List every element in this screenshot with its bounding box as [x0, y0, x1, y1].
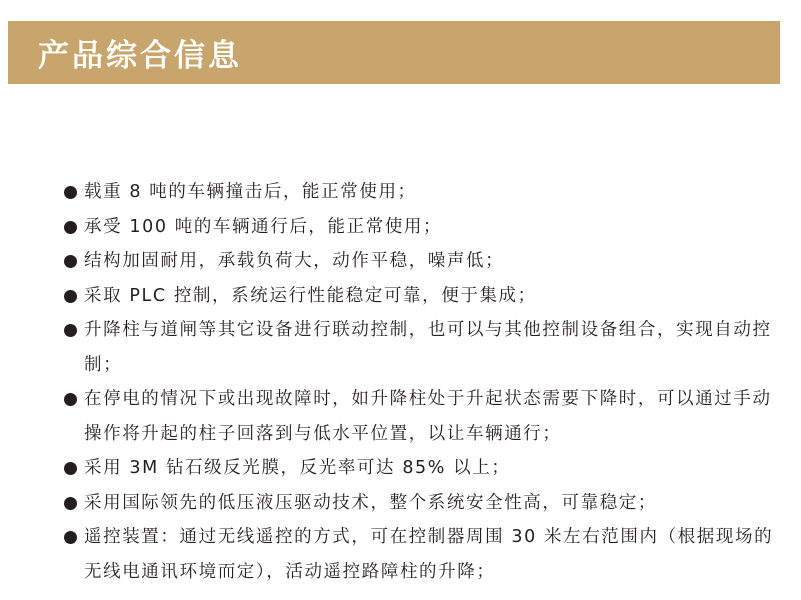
- feature-text: 在停电的情况下或出现故障时，如升降柱处于升起状态需要下降时，可以通过手动操作将升起的柱子回落到与低水平位置，以让车辆通行；: [84, 389, 772, 444]
- feature-text: 升降柱与道闸等其它设备进行联动控制，也可以与其他控制设备组合，实现自动控制；: [84, 320, 772, 375]
- bullet-icon: [64, 290, 77, 303]
- feature-text: 结构加固耐用，承载负荷大，动作平稳，噪声低；: [84, 251, 505, 271]
- feature-item: [62, 175, 790, 210]
- feature-item: [62, 451, 790, 486]
- bullet-icon: [64, 186, 77, 199]
- feature-item: [62, 313, 790, 382]
- bullet-icon: [64, 462, 77, 475]
- feature-text: 采取 PLC 控制，系统运行性能稳定可靠，便于集成；: [84, 285, 537, 306]
- bullet-icon: [64, 221, 77, 234]
- feature-item: [62, 382, 790, 451]
- feature-text: 承受 100 吨的车辆通行后，能正常使用；: [84, 216, 443, 237]
- feature-text: 采用国际领先的低压液压驱动技术，整个系统安全性高，可靠稳定；: [84, 492, 657, 513]
- section-header: [8, 21, 780, 84]
- feature-list: [62, 175, 790, 589]
- bullet-icon: [64, 497, 77, 510]
- section-title: 产品综合信息: [38, 38, 242, 74]
- feature-item: [62, 210, 790, 245]
- feature-item: [62, 244, 790, 279]
- feature-item: [62, 279, 790, 314]
- bullet-icon: [64, 255, 77, 268]
- feature-item: [62, 486, 790, 521]
- feature-text: 载重 8 吨的车辆撞击后，能正常使用；: [84, 182, 417, 202]
- feature-text: 采用 3M 钻石级反光膜，反光率可达 85% 以上；: [84, 458, 511, 478]
- feature-text: 遥控装置：通过无线遥控的方式，可在控制器周围 30 米左右范围内（根据现场的无线电通讯环境而定），活动遥控路障柱的升降；: [84, 527, 774, 582]
- bullet-icon: [64, 531, 77, 544]
- bullet-icon: [64, 393, 77, 406]
- bullet-icon: [64, 324, 77, 337]
- feature-item: [62, 520, 790, 589]
